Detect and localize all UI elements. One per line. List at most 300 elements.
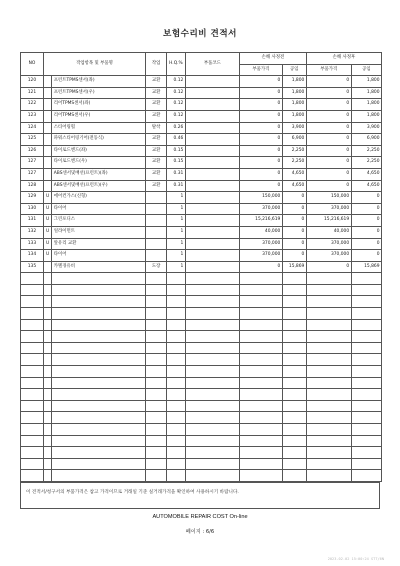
table-row: [21, 215, 382, 227]
row-after-part-price: [306, 308, 351, 320]
row-after-labor: [351, 435, 381, 447]
header-after-labor: 공임: [351, 64, 381, 76]
table-row: [21, 389, 382, 401]
row-before-labor: [282, 319, 306, 331]
row-no: 124: [21, 122, 44, 134]
row-after-part-price: [306, 331, 351, 343]
row-before-labor: 6,900: [282, 134, 306, 146]
row-after-part-price: [306, 424, 351, 436]
row-item-name: 스티어링휠: [52, 122, 146, 134]
table-row: [21, 458, 382, 470]
row-before-labor: [282, 342, 306, 354]
row-part-code: [185, 342, 239, 354]
row-hq: [167, 377, 186, 389]
row-part-code: [185, 273, 239, 285]
table-row: [21, 412, 382, 424]
row-work: [146, 458, 167, 470]
row-before-part-price: [240, 412, 283, 424]
row-part-code: [185, 215, 239, 227]
notice-box: [20, 482, 380, 509]
row-after-part-price: 370,000: [306, 203, 351, 215]
row-work: 교환: [146, 180, 167, 192]
row-after-part-price: [306, 458, 351, 470]
row-before-part-price: 0: [240, 145, 283, 157]
row-after-part-price: [306, 342, 351, 354]
row-mark: [43, 284, 51, 296]
row-after-labor: [351, 273, 381, 285]
row-before-labor: 1,800: [282, 110, 306, 122]
row-hq: 0.12: [167, 99, 186, 111]
row-after-labor: [351, 424, 381, 436]
row-after-part-price: [306, 284, 351, 296]
row-item-name: [52, 331, 146, 343]
row-before-part-price: 40,000: [240, 226, 283, 238]
row-no: [21, 331, 44, 343]
row-no: 128: [21, 180, 44, 192]
row-before-part-price: [240, 366, 283, 378]
row-before-labor: [282, 296, 306, 308]
row-hq: [167, 470, 186, 482]
row-mark: [43, 458, 51, 470]
row-before-part-price: [240, 400, 283, 412]
table-row: [21, 366, 382, 378]
row-no: [21, 435, 44, 447]
row-part-code: [185, 203, 239, 215]
row-mark: [43, 412, 51, 424]
row-no: [21, 412, 44, 424]
row-before-labor: 0: [282, 226, 306, 238]
row-item-name: 리어TPMS센서(좌): [52, 99, 146, 111]
row-mark: U: [43, 250, 51, 262]
row-part-code: [185, 389, 239, 401]
row-before-part-price: 150,000: [240, 192, 283, 204]
page-number: 페이지 : 6/6: [185, 529, 215, 535]
row-hq: [167, 342, 186, 354]
row-item-name: [52, 400, 146, 412]
row-before-part-price: 0: [240, 76, 283, 88]
row-after-part-price: 0: [306, 87, 351, 99]
row-before-labor: [282, 284, 306, 296]
row-mark: U: [43, 226, 51, 238]
row-after-part-price: [306, 435, 351, 447]
table-row: [21, 424, 382, 436]
row-no: [21, 400, 44, 412]
table-row: [21, 400, 382, 412]
row-mark: [43, 261, 51, 273]
row-after-part-price: 0: [306, 134, 351, 146]
row-work: 교환: [146, 76, 167, 88]
row-part-code: [185, 284, 239, 296]
row-no: 127: [21, 168, 44, 180]
header-after-part-price: 부품가격: [306, 64, 351, 76]
row-work: [146, 366, 167, 378]
row-part-code: [185, 134, 239, 146]
row-mark: [43, 76, 51, 88]
table-row: [21, 377, 382, 389]
row-hq: [167, 366, 186, 378]
row-before-part-price: 370,000: [240, 250, 283, 262]
row-no: 133: [21, 238, 44, 250]
row-mark: [43, 424, 51, 436]
table-row: [21, 296, 382, 308]
table-row: [21, 447, 382, 459]
table-row: [21, 435, 382, 447]
table-row: [21, 354, 382, 366]
row-work: 교환: [146, 110, 167, 122]
row-before-labor: [282, 389, 306, 401]
row-mark: [43, 389, 51, 401]
row-no: 121: [21, 87, 44, 99]
row-no: [21, 389, 44, 401]
row-work: [146, 377, 167, 389]
row-before-part-price: 0: [240, 122, 283, 134]
table-row: [21, 99, 382, 111]
row-work: 탈착: [146, 122, 167, 134]
row-work: [146, 308, 167, 320]
row-hq: 1: [167, 250, 186, 262]
row-before-labor: 0: [282, 192, 306, 204]
row-hq: [167, 273, 186, 285]
row-hq: [167, 354, 186, 366]
row-item-name: ABS센서및배선(프런트)(좌): [52, 168, 146, 180]
row-before-part-price: [240, 319, 283, 331]
row-after-labor: [351, 331, 381, 343]
row-no: [21, 342, 44, 354]
row-before-labor: 0: [282, 238, 306, 250]
row-no: [21, 366, 44, 378]
row-part-code: [185, 354, 239, 366]
row-before-labor: 4,650: [282, 168, 306, 180]
row-no: 122: [21, 99, 44, 111]
row-mark: U: [43, 238, 51, 250]
table-row: [21, 180, 382, 192]
row-part-code: [185, 400, 239, 412]
row-before-part-price: [240, 273, 283, 285]
row-after-part-price: [306, 296, 351, 308]
row-item-name: 얼라이먼트: [52, 226, 146, 238]
row-after-part-price: [306, 447, 351, 459]
row-item-name: [52, 319, 146, 331]
row-part-code: [185, 192, 239, 204]
row-hq: 0.31: [167, 168, 186, 180]
row-mark: [43, 354, 51, 366]
table-row: [21, 273, 382, 285]
row-mark: U: [43, 192, 51, 204]
row-no: 125: [21, 134, 44, 146]
row-after-labor: 1,800: [351, 110, 381, 122]
header-row-1: [21, 53, 382, 65]
row-after-labor: 0: [351, 226, 381, 238]
row-before-labor: [282, 377, 306, 389]
row-work: 도장: [146, 261, 167, 273]
row-mark: [43, 296, 51, 308]
table-row: [21, 145, 382, 157]
row-after-part-price: [306, 400, 351, 412]
row-after-labor: 0: [351, 192, 381, 204]
row-work: [146, 296, 167, 308]
row-mark: [43, 110, 51, 122]
row-before-part-price: [240, 342, 283, 354]
row-before-part-price: 0: [240, 87, 283, 99]
row-before-labor: [282, 447, 306, 459]
row-no: [21, 447, 44, 459]
row-after-part-price: [306, 470, 351, 482]
row-before-labor: 2,250: [282, 157, 306, 169]
row-item-name: [52, 458, 146, 470]
row-mark: U: [43, 215, 51, 227]
row-after-labor: [351, 296, 381, 308]
row-before-part-price: [240, 377, 283, 389]
row-mark: [43, 273, 51, 285]
row-mark: [43, 342, 51, 354]
row-part-code: [185, 296, 239, 308]
row-work: [146, 412, 167, 424]
row-before-labor: [282, 354, 306, 366]
row-work: 교환: [146, 145, 167, 157]
row-work: [146, 226, 167, 238]
row-after-part-price: 370,000: [306, 238, 351, 250]
header-no: NO: [21, 53, 44, 76]
row-before-labor: [282, 273, 306, 285]
row-part-code: [185, 145, 239, 157]
row-hq: [167, 389, 186, 401]
table-row: [21, 110, 382, 122]
table-row: [21, 87, 382, 99]
row-no: 126: [21, 145, 44, 157]
row-after-part-price: 0: [306, 122, 351, 134]
row-before-labor: [282, 470, 306, 482]
row-hq: 1: [167, 226, 186, 238]
row-no: [21, 354, 44, 366]
row-part-code: [185, 412, 239, 424]
row-item-name: [52, 284, 146, 296]
row-part-code: [185, 331, 239, 343]
row-before-part-price: 0: [240, 180, 283, 192]
table-row: [21, 122, 382, 134]
row-work: [146, 331, 167, 343]
row-after-labor: [351, 377, 381, 389]
row-hq: 0.12: [167, 110, 186, 122]
row-mark: [43, 377, 51, 389]
row-after-labor: 2,250: [351, 157, 381, 169]
table-row: [21, 261, 382, 273]
row-before-labor: [282, 308, 306, 320]
row-no: 129: [21, 192, 44, 204]
row-before-part-price: 0: [240, 134, 283, 146]
row-after-part-price: 0: [306, 76, 351, 88]
row-after-labor: [351, 284, 381, 296]
row-mark: [43, 145, 51, 157]
row-after-part-price: 0: [306, 180, 351, 192]
row-item-name: ABS센서및배선(프런트)(우): [52, 180, 146, 192]
row-part-code: [185, 238, 239, 250]
row-work: 교환: [146, 157, 167, 169]
row-work: 교환: [146, 134, 167, 146]
row-work: 교환: [146, 168, 167, 180]
table-row: [21, 308, 382, 320]
row-item-name: 타이로드엔드(우): [52, 157, 146, 169]
row-hq: 0.31: [167, 180, 186, 192]
row-hq: [167, 284, 186, 296]
row-mark: [43, 308, 51, 320]
row-part-code: [185, 87, 239, 99]
row-item-name: 타이어: [52, 250, 146, 262]
row-mark: [43, 87, 51, 99]
header-hq: H.Q.%: [167, 53, 186, 76]
row-item-name: [52, 424, 146, 436]
header-item: 작업항목 및 부품명: [43, 53, 145, 76]
row-item-name: [52, 412, 146, 424]
document-title: 보험수리비 견적서: [163, 29, 237, 39]
row-before-part-price: [240, 447, 283, 459]
row-part-code: [185, 470, 239, 482]
row-after-labor: [351, 319, 381, 331]
row-before-labor: [282, 424, 306, 436]
row-before-labor: [282, 366, 306, 378]
row-mark: [43, 435, 51, 447]
row-before-labor: 4,650: [282, 180, 306, 192]
row-hq: 1: [167, 192, 186, 204]
row-part-code: [185, 168, 239, 180]
row-no: 123: [21, 110, 44, 122]
row-mark: [43, 122, 51, 134]
row-item-name: [52, 366, 146, 378]
row-hq: 1: [167, 203, 186, 215]
row-item-name: [52, 389, 146, 401]
row-after-labor: 0: [351, 250, 381, 262]
row-work: [146, 319, 167, 331]
row-mark: [43, 366, 51, 378]
row-mark: U: [43, 203, 51, 215]
row-before-part-price: [240, 296, 283, 308]
row-no: 130: [21, 203, 44, 215]
row-hq: 0.15: [167, 145, 186, 157]
row-before-part-price: 0: [240, 110, 283, 122]
row-before-labor: 1,800: [282, 76, 306, 88]
table-row: [21, 284, 382, 296]
row-mark: [43, 400, 51, 412]
row-after-labor: 0: [351, 238, 381, 250]
row-after-labor: [351, 366, 381, 378]
row-mark: [43, 157, 51, 169]
row-after-part-price: [306, 366, 351, 378]
row-no: [21, 319, 44, 331]
row-item-name: 카멜경유비: [52, 261, 146, 273]
row-after-labor: [351, 354, 381, 366]
row-hq: 1: [167, 215, 186, 227]
row-work: [146, 447, 167, 459]
header-work: 작업: [146, 53, 167, 76]
row-after-labor: 4,650: [351, 168, 381, 180]
header-before-labor: 공임: [282, 64, 306, 76]
row-after-part-price: 40,000: [306, 226, 351, 238]
row-after-labor: [351, 412, 381, 424]
row-no: 120: [21, 76, 44, 88]
row-hq: [167, 319, 186, 331]
row-part-code: [185, 99, 239, 111]
row-part-code: [185, 261, 239, 273]
row-work: [146, 203, 167, 215]
row-before-part-price: 370,000: [240, 203, 283, 215]
row-before-part-price: 0: [240, 168, 283, 180]
row-after-part-price: 0: [306, 110, 351, 122]
row-mark: [43, 447, 51, 459]
row-hq: [167, 435, 186, 447]
row-part-code: [185, 366, 239, 378]
footer-title: AUTOMOBILE REPAIR COST On-line: [152, 514, 248, 520]
row-no: [21, 296, 44, 308]
row-before-part-price: 0: [240, 99, 283, 111]
row-mark: [43, 134, 51, 146]
row-mark: [43, 319, 51, 331]
row-hq: 0.15: [167, 157, 186, 169]
table-row: [21, 226, 382, 238]
row-work: [146, 435, 167, 447]
row-before-part-price: [240, 458, 283, 470]
row-item-name: 그린포디스: [52, 215, 146, 227]
row-item-name: [52, 273, 146, 285]
row-no: 132: [21, 226, 44, 238]
row-after-part-price: [306, 354, 351, 366]
row-work: [146, 273, 167, 285]
header-part-code: 부품코드: [185, 53, 239, 76]
row-no: [21, 458, 44, 470]
table-row: [21, 331, 382, 343]
row-work: [146, 215, 167, 227]
row-hq: [167, 400, 186, 412]
row-before-part-price: [240, 435, 283, 447]
row-before-part-price: [240, 389, 283, 401]
row-after-part-price: 15,216,619: [306, 215, 351, 227]
row-work: [146, 250, 167, 262]
table-row: [21, 470, 382, 482]
row-after-part-price: 0: [306, 145, 351, 157]
row-after-part-price: 0: [306, 99, 351, 111]
row-part-code: [185, 226, 239, 238]
row-after-labor: 6,900: [351, 134, 381, 146]
row-part-code: [185, 319, 239, 331]
row-before-labor: [282, 412, 306, 424]
row-item-name: [52, 296, 146, 308]
row-after-part-price: 370,000: [306, 250, 351, 262]
row-before-part-price: [240, 331, 283, 343]
row-hq: [167, 447, 186, 459]
row-no: [21, 308, 44, 320]
row-item-name: 타이어: [52, 203, 146, 215]
estimate-rows: [21, 76, 382, 482]
row-work: [146, 342, 167, 354]
row-before-part-price: [240, 284, 283, 296]
row-before-part-price: [240, 424, 283, 436]
row-hq: [167, 308, 186, 320]
row-item-name: 에어컨가스(신형): [52, 192, 146, 204]
row-before-labor: [282, 331, 306, 343]
row-hq: [167, 296, 186, 308]
row-mark: [43, 99, 51, 111]
row-before-part-price: 370,000: [240, 238, 283, 250]
row-after-labor: 4,650: [351, 180, 381, 192]
row-before-labor: 0: [282, 250, 306, 262]
row-work: [146, 238, 167, 250]
table-row: [21, 203, 382, 215]
row-before-part-price: 0: [240, 157, 283, 169]
row-after-part-price: [306, 377, 351, 389]
row-before-labor: 0: [282, 203, 306, 215]
row-before-part-price: [240, 354, 283, 366]
row-work: [146, 424, 167, 436]
row-after-part-price: [306, 412, 351, 424]
row-after-labor: [351, 447, 381, 459]
